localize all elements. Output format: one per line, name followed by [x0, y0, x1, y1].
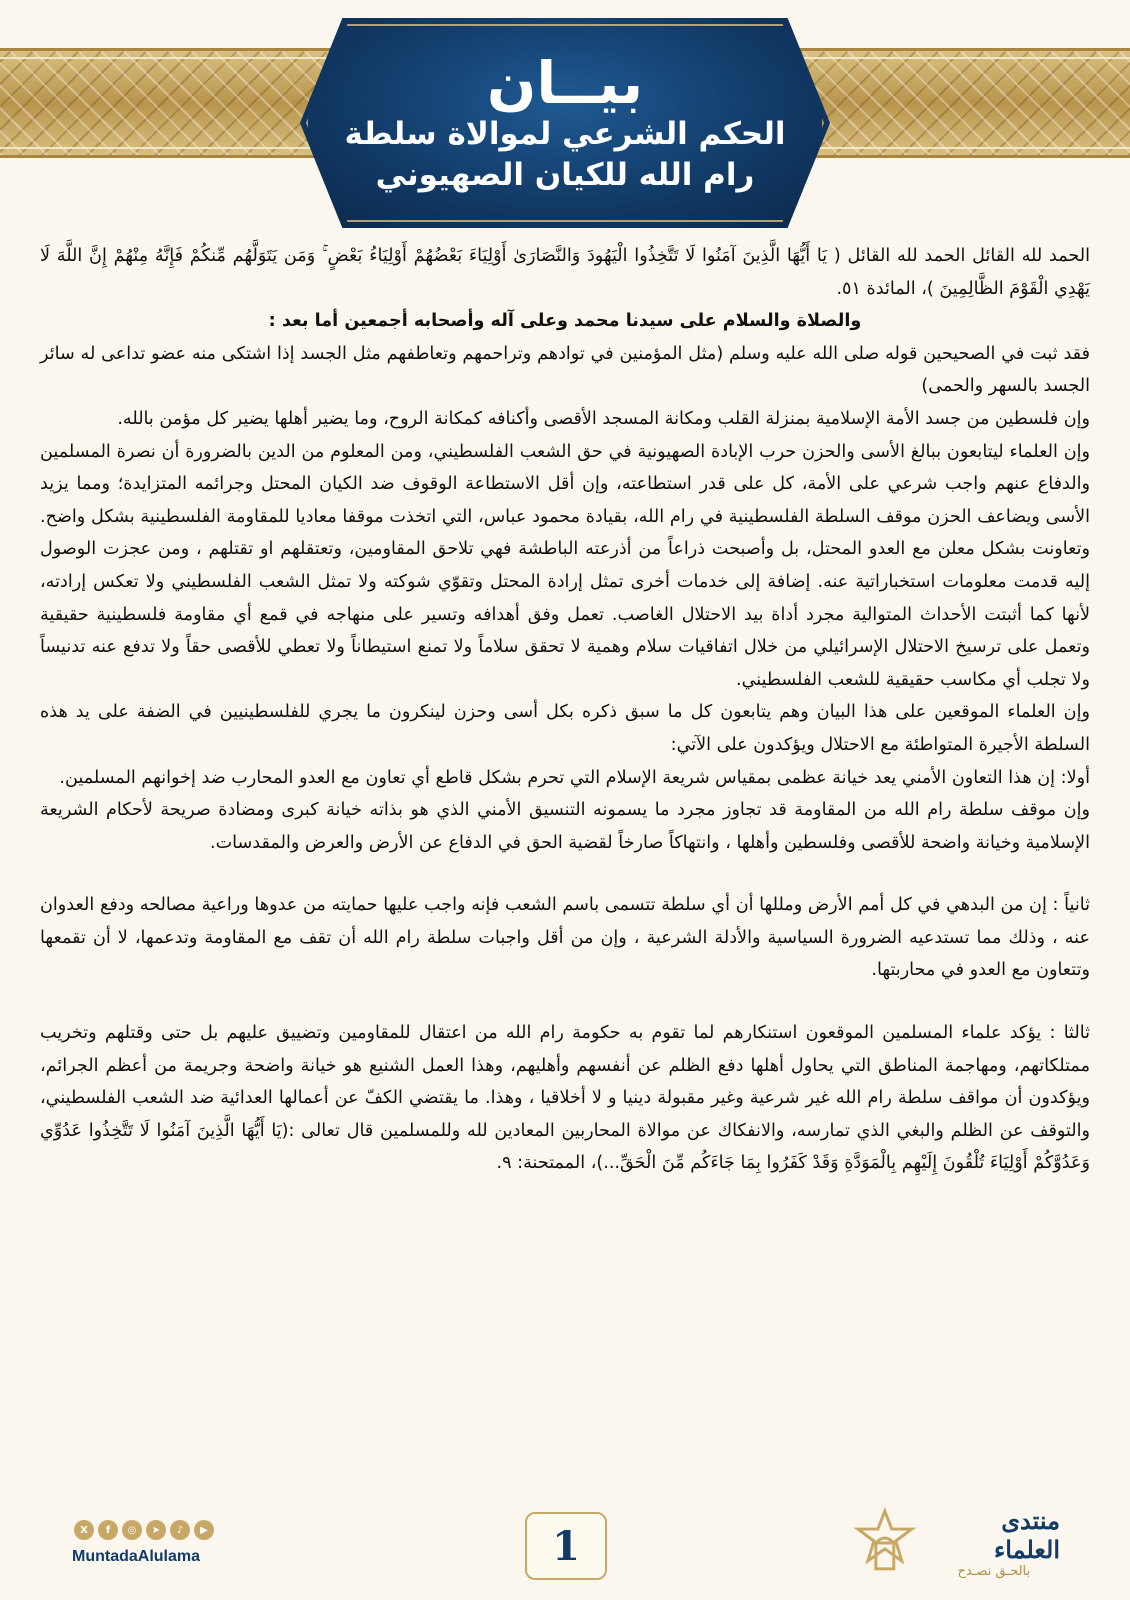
social-handle: MuntadaAlulama: [72, 1548, 201, 1565]
hadith-paragraph: فقد ثبت في الصحيحين قوله صلى الله عليه وسلم (مثل المؤمنين في توادهم وتراحمهم وتعاطفهم مثل الجسد إذا اشتكى منه عضو تداعى له سائر الجسد بالسهر والحمى): [40, 343, 1090, 397]
instagram-icon[interactable]: ◎: [122, 1520, 142, 1540]
logo-emblem-icon: [850, 1507, 920, 1577]
social-icons: [74, 1520, 214, 1540]
page-title: بيــان: [486, 48, 644, 117]
page-subtitle-line-2: رام الله للكيان الصهيوني: [375, 157, 755, 194]
point-second-paragraph: ثانياً : إن من البدهي في كل أمم الأرض ومللها أن أي سلطة تتسمى باسم الشعب فإنه واجب عليها حمايته من عدوها وراعية مصالحه ودفع العدوان عنه ، وذلك مما تستدعيه الضرورة السياسية والأدلة الشرعية ، وإن من أقل واجبات سلطة رام الله أن تقف مع المقاومة وتدعمها، لا أن تقمعها وتتعاون مع العدو في محاربتها.: [40, 895, 1090, 981]
organization-logo: [850, 1502, 1060, 1582]
page-footer: [0, 1490, 1130, 1600]
salutation-paragraph: والصلاة والسلام على سيدنا محمد وعلى آله وأصحابه أجمعين أما بعد :: [268, 311, 862, 332]
scholars-denounce-paragraph: وإن العلماء الموقعين على هذا البيان وهم يتابعون كل ما سبق ذكره بكل أسى وحزن لينكرون ما يجري للفلسطينيين في الضفة على يد هذه السلطة الأجيرة المتواطئة مع الاحتلال ويؤكدون على الآتي:: [40, 702, 1090, 755]
point-first-paragraph: أولا: إن هذا التعاون الأمني يعد خيانة عظمى بمقياس شريعة الإسلام التي تحرم بشكل قاطع أي تعاون مع العدو المحارب ضد إخوانهم المسلمين.: [59, 767, 1090, 788]
logo-name: منتدى العلماء: [994, 1505, 1060, 1564]
tiktok-icon[interactable]: ♪: [170, 1520, 190, 1540]
authority-stance-paragraph: وإن العلماء ليتابعون ببالغ الأسى والحزن حرب الإبادة الصهيونية في حق الشعب الفلسطيني، ومن المعلوم من الدين بالضرورة أن نصرة المسلمين والدفاع عنهم واجب شرعي على الأمة، كل على قدر استطاعته، وإن أقل الاستطاعة الوقوف ضد الكيان المحتل وجرائمه المتزايدة؛ ومما يزيد الأسى ويضاعف الحزن موقف السلطة الفلسطينية في رام الله، بقيادة محمود عباس، التي اتخذت موقفا معاديا للمقاومة الفلسطينية بشكل واضح. وتعاونت بشكل معلن مع العدو المحتل، بل وأصبحت ذراعاً من أذرعته الباطشة فهي تلاحق المقاومين، وتعتقلهم او تقتلهم ، ومن عجزت الوصول إليه قدمت معلومات استخباراتية عنه. إضافة إلى خدمات أخرى تمثل إرادة المحتل وتقوّي شوكته ولا تمثل الشعب الفلسطيني ولا تعكس إرادته، لأنها كما أثبتت الأحداث المتوالية مجرد أداة بيد الاحتلال الغاصب. تعمل وفق أهدافه وتسير على منهاجه في قمع أي مقاومة فلسطينية حقيقية وتعمل على ترسيخ الاحتلال الإسرائيلي من خلال اتفاقيات سلام وهمية لا تحقق سلاماً ولا تمنع استيطاناً ولا تعطي للأقصى حقاً ولا تدفع عنه تدنيساً ولا تجلب أي مكاسب حقيقية للشعب الفلسطيني.: [40, 441, 1090, 690]
page-number: 1: [525, 1512, 607, 1580]
x-icon[interactable]: X: [74, 1520, 94, 1540]
telegram-icon[interactable]: ➤: [146, 1520, 166, 1540]
statement-body: [40, 240, 1090, 1180]
logo-tagline: بالحـق نصـدح: [957, 1563, 1031, 1579]
point-third-paragraph: ثالثا : يؤكد علماء المسلمين الموقعون استنكارهم لما تقوم به حكومة رام الله من اعتقال للمقاومين وتضييق عليهم بل حتى وقتلهم وتخريب ممتلكاتهم، ومهاجمة المناطق التي يحاول أهلها دفع الظلم عن أنفسهم وأهليهم، وهذا العمل الشنيع هو خيانة واضحة وجريمة من أعظم الجرائم، ويؤكدون أن مواقف سلطة رام الله غير شرعية وغير مقبولة دينيا و لا أخلاقيا ، وهذا. ما يقتضي الكفّ عن أعمالها العدائية ضد الشعب الفلسطيني، والتوقف عن الظلم والبغي الذي تمارسه، والانفكاك عن موالاة المحاربين المعادين لله وللمسلمين قال تعالى :(يَا أَيُّهَا الَّذِينَ آمَنُوا لَا تَتَّخِذُوا عَدُوِّي وَعَدُوَّكُمْ أَوْلِيَاءَ تُلْقُونَ إِلَيْهِم بِالْمَوَدَّةِ وَقَدْ كَفَرُوا بِمَا جَاءَكُم مِّنَ الْحَقِّ...)، الممتحنة: ٩.: [40, 1023, 1090, 1174]
palestine-paragraph: وإن فلسطين من جسد الأمة الإسلامية بمنزلة القلب ومكانة المسجد الأقصى وأكنافه كمكانة الروح، وما يضير أهلها يضير كل مؤمن بالله.: [117, 408, 1090, 429]
youtube-icon[interactable]: ▶: [194, 1520, 214, 1540]
opening-verse-paragraph: الحمد لله القائل الحمد لله القائل ( يَا أَيُّهَا الَّذِينَ آمَنُوا لَا تَتَّخِذُوا الْيَهُودَ وَالنَّصَارَىٰ أَوْلِيَاءَ بَعْضُهُمْ أَوْلِيَاءُ بَعْضٍ ۚ وَمَن يَتَوَلَّهُم مِّنكُمْ فَإِنَّهُ مِنْهُمْ إِنَّ اللَّهَ لَا يَهْدِي الْقَوْمَ الظَّالِمِينَ )، المائدة ٥١.: [40, 246, 1090, 299]
facebook-icon[interactable]: f: [98, 1520, 118, 1540]
security-coordination-paragraph: وإن موقف سلطة رام الله من المقاومة قد تجاوز مجرد ما يسمونه التنسيق الأمني الذي هو بذاته خيانة كبرى ومضادة صريحة لأحكام الشريعة الإسلامية وخيانة واضحة للأقصى وفلسطين وأهلها ، وانتهاكاً صارخاً لقضية الحق في الدفاع عن الأرض والعرض والمقدسات.: [40, 800, 1090, 853]
logo-wordmark: [928, 1506, 1060, 1579]
header: [300, 18, 830, 228]
page-subtitle-line-1: الحكم الشرعي لموالاة سلطة: [344, 115, 786, 152]
